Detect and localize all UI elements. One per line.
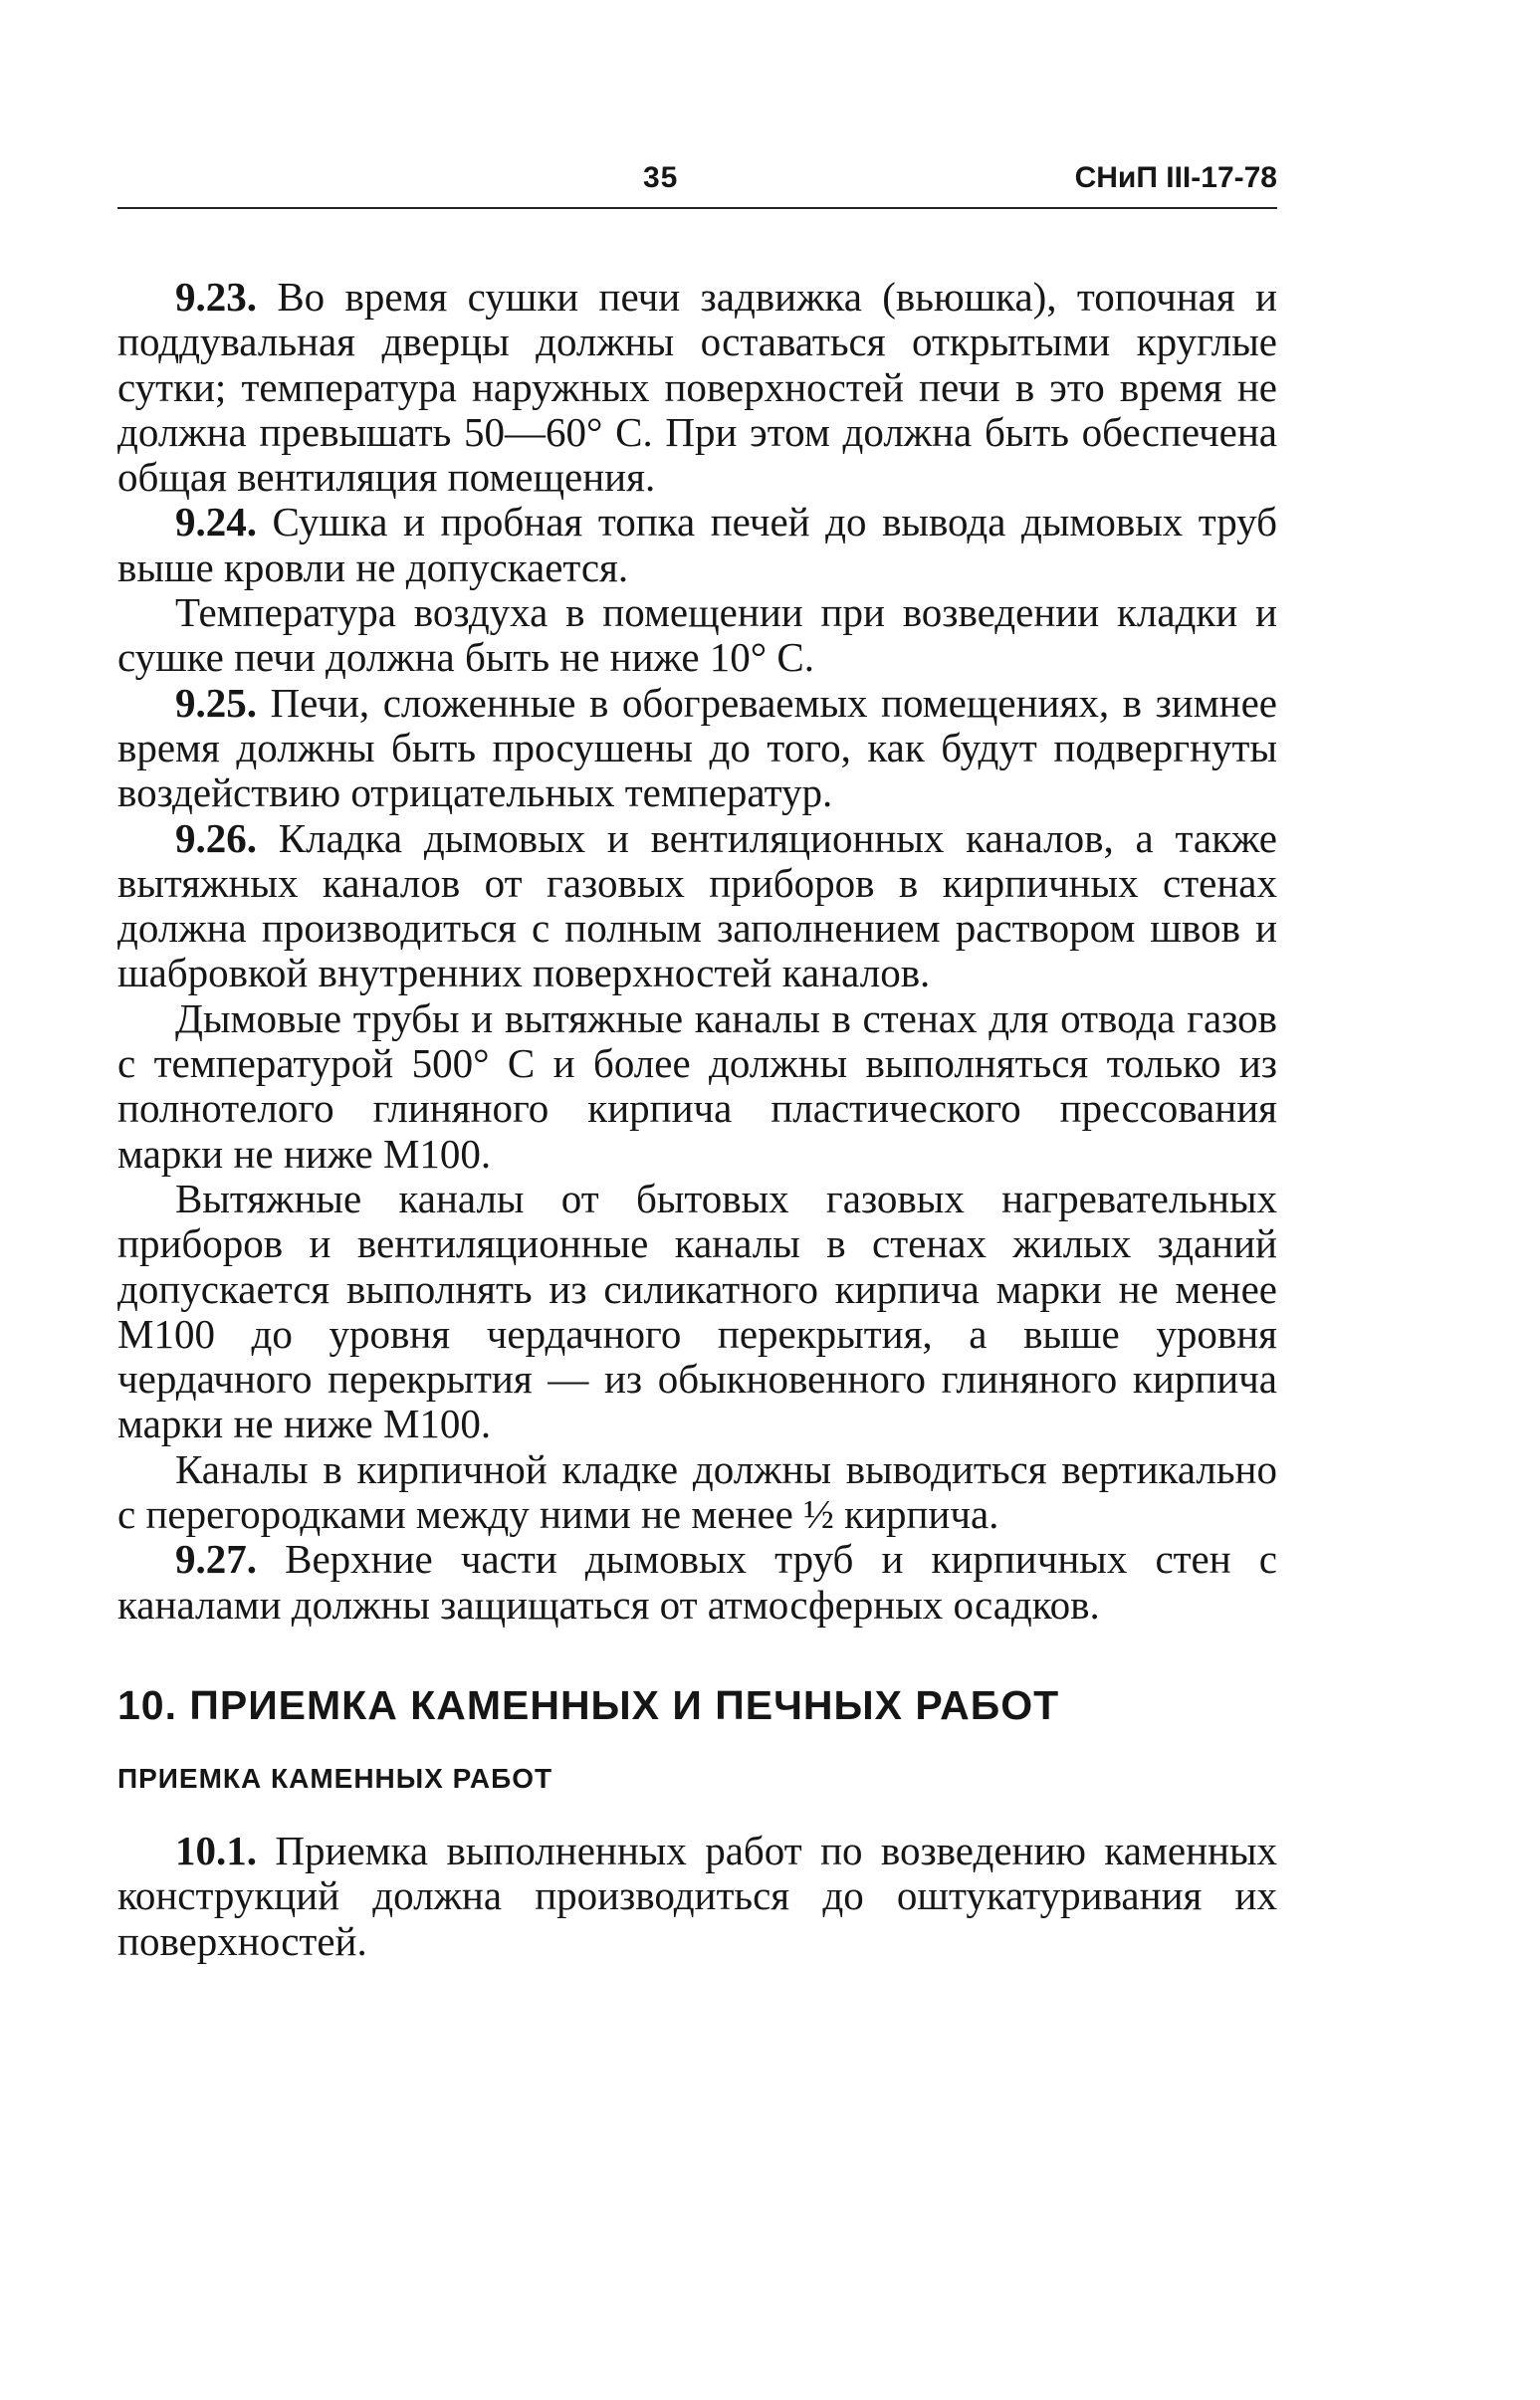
running-header: [117, 149, 1277, 197]
paragraph-text: Во время сушки печи задвижка (вьюшка), топочная и поддувальная дверцы должны оставаться открытыми круглые сутки; температура наружных поверхностей печи в это время не должна превышать 50—60° С. При этом должна быть обеспечена общая вентиляция помещения.: [117, 274, 1277, 501]
clause-number: 10.1.: [175, 1827, 257, 1873]
section-heading: 10. ПРИЕМКА КАМЕННЫХ И ПЕЧНЫХ РАБОТ: [117, 1681, 1060, 1728]
clause-number: 9.24.: [175, 499, 257, 545]
header-rule: [117, 207, 1277, 209]
clause-number: 9.25.: [175, 679, 257, 726]
paragraph-text: Печи, сложенные в обогреваемых помещениях, в зимнее время должны быть просушены до того, как будут подвергнуты воздействию отрицательных температур.: [117, 679, 1277, 816]
page-number: 35: [643, 161, 679, 194]
paragraph-text: Вытяжные каналы от бытовых газовых нагревательных приборов и вентиляционные каналы в стенах жилых зданий допускается выполнять из силикатного кирпича марки не менее М100 до уровня чердачного перекрытия, а выше уровня чердачного перекрытия — из обыкновенного глиняного кирпича марки не ниже М100.: [117, 1175, 1277, 1447]
subsection-heading: ПРИЕМКА КАМЕННЫХ РАБОТ: [117, 1762, 553, 1794]
paragraph-temperature: [117, 590, 1277, 681]
paragraph-9-23: [117, 275, 1277, 500]
paragraph-text: Дымовые трубы и вытяжные каналы в стенах для отвода газов с температурой 500° С и более должны выполняться только из полнотелого глиняного кирпича пластического прессования марки не ниже М100.: [117, 994, 1277, 1177]
clause-number: 9.23.: [175, 274, 257, 320]
paragraph-9-27: [117, 1537, 1277, 1628]
paragraph-9-25: [117, 681, 1277, 816]
paragraph-text: Верхние части дымовых труб и кирпичных стен с каналами должны защищаться от атмосферных осадков.: [117, 1536, 1277, 1628]
document-page: [117, 149, 1277, 1964]
paragraph-exhaust-channels: [117, 1177, 1277, 1447]
clause-number: 9.27.: [175, 1536, 257, 1583]
paragraph-9-26: [117, 816, 1277, 996]
paragraph-text: Приемка выполненных работ по возведению каменных конструкций должна производиться до оштукатуривания их поверхностей.: [117, 1827, 1277, 1964]
paragraph-text: Каналы в кирпичной кладке должны выводиться вертикально с перегородками между ними не менее ½ кирпича.: [117, 1445, 1277, 1538]
paragraph-chimneys: [117, 996, 1277, 1177]
body-text: [117, 275, 1277, 1964]
paragraph-text: Сушка и пробная топка печей до вывода дымовых труб выше кровли не допускается.: [117, 499, 1277, 590]
paragraph-text: Температура воздуха в помещении при возведении кладки и сушке печи должна быть не ниже 10° С.: [117, 589, 1277, 681]
clause-number: 9.26.: [175, 814, 257, 861]
paragraph-vertical-channels: [117, 1447, 1277, 1538]
paragraph-10-1: [117, 1829, 1277, 1964]
paragraph-text: Кладка дымовых и вентиляционных каналов, а также вытяжных каналов от газовых приборов в кирпичных стенах должна производиться с полным заполнением раствором швов и шабровкой внутренних поверхностей каналов.: [117, 814, 1277, 996]
document-code: СНиП III-17-78: [1074, 161, 1277, 194]
paragraph-9-24: [117, 500, 1277, 590]
